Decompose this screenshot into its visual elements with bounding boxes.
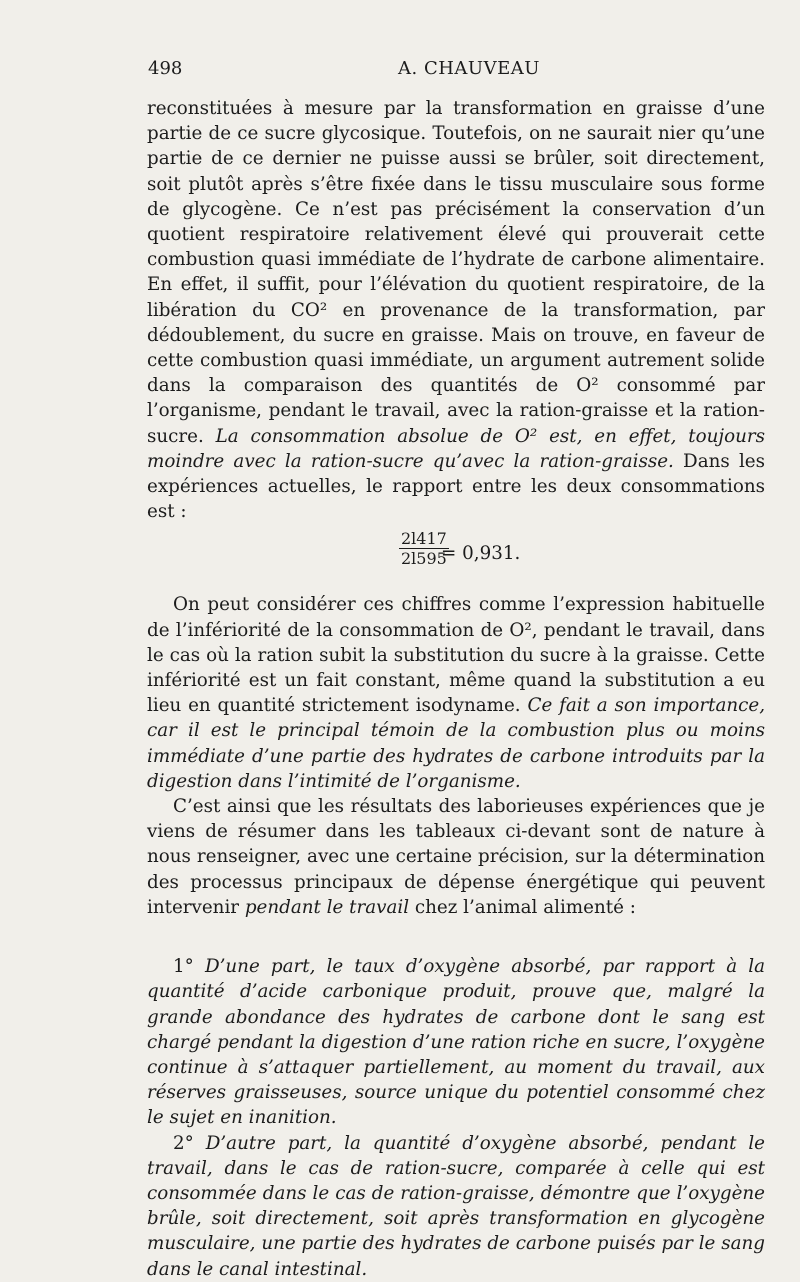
list-item-text: D’autre part, la quantité d’oxygène absorbé, pendant le travail, dans le cas de ration-sucre, comparée à celle qui est consommée dans le cas de ration-graisse, démontre que l’oxygène brûle, soit directement, soit après transformation en glycogène musculaire, une partie des hydrates de carbone puisés par le sang dans le canal intestinal. — [147, 1132, 766, 1280]
paragraph-1 — [147, 96, 765, 524]
ratio-denominator: 2l595 — [401, 549, 447, 569]
paragraph-1-tail: Dans les expériences actuelles, le rapport entre les deux consommations est : — [147, 450, 765, 523]
running-head: A. CHAUVEAU — [398, 58, 540, 79]
ratio-result: = 0,931. — [441, 543, 521, 565]
paragraph-1-italic: La consommation absolue de O² est, en effet, toujours moindre avec la ration-sucre qu’avec la ration-graisse. — [147, 425, 765, 472]
section-gap — [147, 920, 765, 954]
list-item-number: 2° — [173, 1132, 194, 1154]
body-text — [147, 96, 765, 1282]
page-number: 498 — [148, 58, 183, 79]
ratio-numerator: 2l417 — [401, 529, 447, 549]
conclusion-list — [147, 954, 765, 1282]
paragraph-3 — [147, 794, 765, 920]
paragraph-2-italic: Ce fait a son importance, car il est le principal témoin de la combustion plus ou moins immédiate d’une partie des hydrates de carbone introduits par la digestion dans l’intimité de l’organisme. — [147, 695, 766, 792]
paragraph-2 — [147, 592, 765, 794]
page-header — [148, 58, 758, 88]
list-item-number: 1° — [173, 956, 194, 978]
paragraph-3-text: C’est ainsi que les résultats des laborieuses expériences que je viens de résumer dans les tableaux ci-devant sont de nature à nous renseigner, avec une certaine précision, sur la détermination des processus principaux de dépense énergétique qui peuvent intervenir — [147, 796, 765, 918]
paragraph-2-text: On peut considérer ces chiffres comme l’expression habituelle de l’infériorité de la consommation de O², pendant le travail, dans le cas où la ration subit la substitution du sucre à la graisse. Cette infériorité est un fait constant, même quand la substitution a eu lieu en quantité strictement isodyname. — [147, 594, 765, 717]
paragraph-3-italic: pendant le travail — [244, 896, 410, 918]
list-item-text: D’une part, le taux d’oxygène absorbé, par rapport à la quantité d’acide carbonique produit, prouve que, malgré la grande abondance des hydrates de carbone dont le sang est chargé pendant la digestion d’une ration riche en sucre, l’oxygène continue à s’attaquer partiellement, au moment du travail, aux réserves graisseuses, source unique du potentiel consommé chez le sujet en inanition. — [147, 956, 765, 1129]
paragraph-3-tail: chez l’animal alimenté : — [414, 896, 636, 918]
paragraph-1-text: reconstituées à mesure par la transformation en graisse d’une partie de ce sucre glycosique. Toutefois, on ne saurait nier qu’une partie de ce dernier ne puisse aussi se brûler, soit directement, soit plutôt après s’être fixée dans le tissu musculaire sous forme de glycogène. Ce n’est pas précisément la conservation d’un quotient respiratoire relativement élevé qui prouverait cette combustion quasi immédiate de l’hydrate de carbone alimentaire. En effet, il suffit, pour l’élévation du quotient respiratoire, de la libération du CO² en provenance de la transformation, par dédoublement, du sucre en graisse. Mais on trouve, en faveur de cette combustion quasi immédiate, un argument autrement solide dans la comparaison des quantités de O² consommé par l’organisme, pendant le travail, avec la ration-graisse et la ration-sucre. — [147, 98, 765, 447]
list-item — [147, 954, 765, 1130]
ratio-formula — [147, 528, 765, 586]
list-item — [147, 1131, 765, 1282]
